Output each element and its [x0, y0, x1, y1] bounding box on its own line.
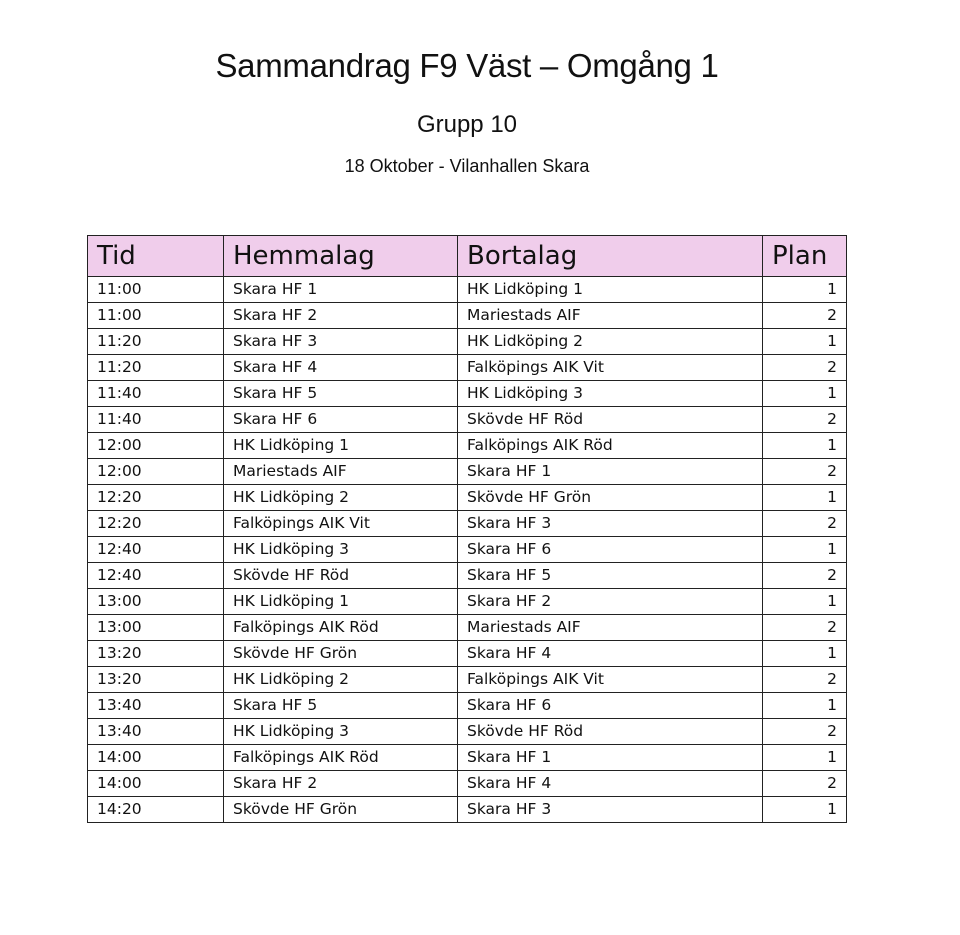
table-row [88, 771, 847, 797]
time-cell: 14:20 [88, 797, 224, 823]
court-cell: 2 [763, 771, 847, 797]
time-cell: 13:40 [88, 693, 224, 719]
time-cell: 11:40 [88, 381, 224, 407]
time-cell: 12:20 [88, 485, 224, 511]
away-team-cell: HK Lidköping 1 [458, 277, 763, 303]
time-cell: 11:20 [88, 329, 224, 355]
court-cell: 1 [763, 797, 847, 823]
away-team-cell: Skara HF 2 [458, 589, 763, 615]
home-team-cell: Skara HF 2 [224, 771, 458, 797]
court-cell: 2 [763, 667, 847, 693]
table-row [88, 511, 847, 537]
table-header-row [88, 236, 847, 277]
home-team-cell: Skara HF 4 [224, 355, 458, 381]
column-header-tid: Tid [88, 236, 224, 277]
court-cell: 1 [763, 589, 847, 615]
away-team-cell: Skara HF 6 [458, 537, 763, 563]
match-schedule-table [87, 235, 847, 823]
home-team-cell: HK Lidköping 3 [224, 537, 458, 563]
time-cell: 12:40 [88, 563, 224, 589]
column-header-plan: Plan [763, 236, 847, 277]
home-team-cell: Skövde HF Röd [224, 563, 458, 589]
time-cell: 13:40 [88, 719, 224, 745]
home-team-cell: HK Lidköping 2 [224, 485, 458, 511]
home-team-cell: Skövde HF Grön [224, 797, 458, 823]
court-cell: 2 [763, 563, 847, 589]
court-cell: 1 [763, 745, 847, 771]
home-team-cell: Skara HF 5 [224, 693, 458, 719]
home-team-cell: Skövde HF Grön [224, 641, 458, 667]
time-cell: 12:20 [88, 511, 224, 537]
home-team-cell: Skara HF 3 [224, 329, 458, 355]
time-cell: 13:20 [88, 667, 224, 693]
time-cell: 12:00 [88, 433, 224, 459]
table-body [88, 277, 847, 823]
court-cell: 2 [763, 355, 847, 381]
table-row [88, 693, 847, 719]
home-team-cell: Mariestads AIF [224, 459, 458, 485]
home-team-cell: Skara HF 6 [224, 407, 458, 433]
court-cell: 2 [763, 615, 847, 641]
time-cell: 11:00 [88, 277, 224, 303]
column-header-bortalag: Bortalag [458, 236, 763, 277]
table-row [88, 797, 847, 823]
table-row [88, 303, 847, 329]
table-row [88, 459, 847, 485]
away-team-cell: Skara HF 4 [458, 771, 763, 797]
time-cell: 12:40 [88, 537, 224, 563]
away-team-cell: Skövde HF Grön [458, 485, 763, 511]
table-row [88, 355, 847, 381]
away-team-cell: Falköpings AIK Vit [458, 355, 763, 381]
court-cell: 2 [763, 719, 847, 745]
court-cell: 1 [763, 277, 847, 303]
court-cell: 1 [763, 433, 847, 459]
table-row [88, 615, 847, 641]
away-team-cell: Skövde HF Röd [458, 719, 763, 745]
away-team-cell: Mariestads AIF [458, 615, 763, 641]
table-row [88, 745, 847, 771]
away-team-cell: Skara HF 3 [458, 511, 763, 537]
away-team-cell: Skövde HF Röd [458, 407, 763, 433]
away-team-cell: HK Lidköping 3 [458, 381, 763, 407]
time-cell: 11:40 [88, 407, 224, 433]
away-team-cell: Skara HF 1 [458, 459, 763, 485]
home-team-cell: Skara HF 1 [224, 277, 458, 303]
table-row [88, 381, 847, 407]
time-cell: 13:00 [88, 615, 224, 641]
table-row [88, 485, 847, 511]
time-cell: 12:00 [88, 459, 224, 485]
away-team-cell: Skara HF 6 [458, 693, 763, 719]
table-row [88, 277, 847, 303]
court-cell: 2 [763, 459, 847, 485]
away-team-cell: Falköpings AIK Vit [458, 667, 763, 693]
table-row [88, 719, 847, 745]
date-venue: 18 Oktober - Vilanhallen Skara [344, 156, 590, 176]
home-team-cell: Falköpings AIK Vit [224, 511, 458, 537]
time-cell: 13:00 [88, 589, 224, 615]
table-row [88, 329, 847, 355]
court-cell: 1 [763, 485, 847, 511]
home-team-cell: Skara HF 5 [224, 381, 458, 407]
home-team-cell: HK Lidköping 1 [224, 589, 458, 615]
away-team-cell: Skara HF 5 [458, 563, 763, 589]
table-row [88, 537, 847, 563]
court-cell: 2 [763, 407, 847, 433]
away-team-cell: Skara HF 4 [458, 641, 763, 667]
table-row [88, 589, 847, 615]
court-cell: 1 [763, 537, 847, 563]
court-cell: 2 [763, 303, 847, 329]
court-cell: 1 [763, 329, 847, 355]
table-row [88, 563, 847, 589]
time-cell: 13:20 [88, 641, 224, 667]
court-cell: 1 [763, 693, 847, 719]
away-team-cell: HK Lidköping 2 [458, 329, 763, 355]
court-cell: 2 [763, 511, 847, 537]
table-row [88, 667, 847, 693]
home-team-cell: Falköpings AIK Röd [224, 615, 458, 641]
home-team-cell: Skara HF 2 [224, 303, 458, 329]
home-team-cell: Falköpings AIK Röd [224, 745, 458, 771]
home-team-cell: HK Lidköping 2 [224, 667, 458, 693]
time-cell: 14:00 [88, 745, 224, 771]
court-cell: 1 [763, 641, 847, 667]
group-title: Grupp 10 [416, 111, 518, 138]
table-row [88, 433, 847, 459]
table-row [88, 641, 847, 667]
court-cell: 1 [763, 381, 847, 407]
column-header-hemmalag: Hemmalag [224, 236, 458, 277]
away-team-cell: Skara HF 3 [458, 797, 763, 823]
away-team-cell: Falköpings AIK Röd [458, 433, 763, 459]
away-team-cell: Skara HF 1 [458, 745, 763, 771]
time-cell: 14:00 [88, 771, 224, 797]
home-team-cell: HK Lidköping 3 [224, 719, 458, 745]
time-cell: 11:20 [88, 355, 224, 381]
page-title: Sammandrag F9 Väst – Omgång 1 [215, 47, 719, 84]
table-row [88, 407, 847, 433]
away-team-cell: Mariestads AIF [458, 303, 763, 329]
home-team-cell: HK Lidköping 1 [224, 433, 458, 459]
time-cell: 11:00 [88, 303, 224, 329]
